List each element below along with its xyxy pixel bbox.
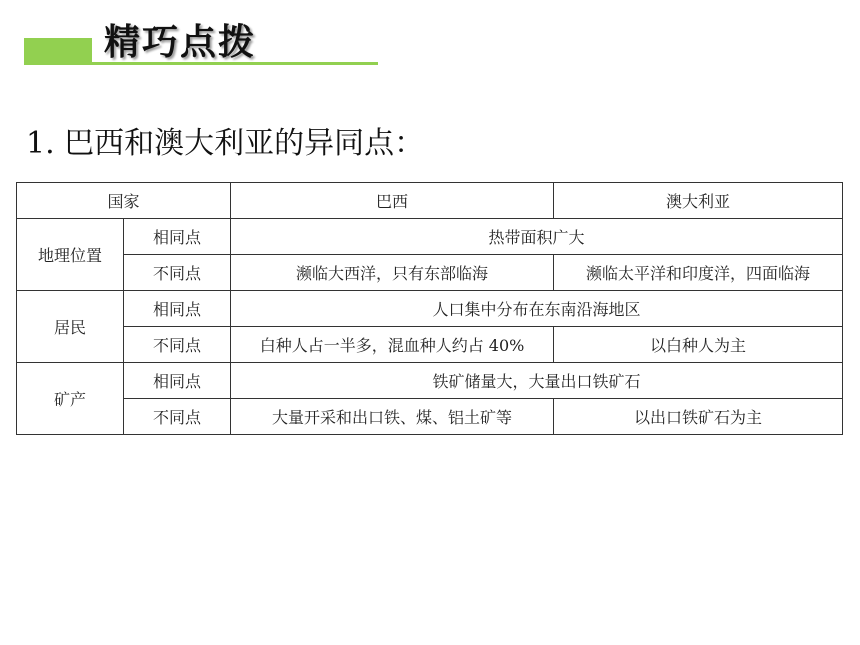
table-row <box>17 363 843 399</box>
same-value: 热带面积广大 <box>231 219 843 255</box>
title-accent-block <box>24 38 92 64</box>
row-category-location: 地理位置 <box>17 219 124 291</box>
table-header-row <box>17 183 843 219</box>
comparison-table <box>16 182 843 435</box>
diff-brazil: 大量开采和出口铁、煤、铝土矿等 <box>231 399 554 435</box>
same-label: 相同点 <box>124 219 231 255</box>
table-row <box>17 399 843 435</box>
same-label: 相同点 <box>124 363 231 399</box>
diff-australia: 濒临太平洋和印度洋，四面临海 <box>554 255 843 291</box>
diff-label: 不同点 <box>124 399 231 435</box>
diff-brazil: 濒临大西洋，只有东部临海 <box>231 255 554 291</box>
header-australia: 澳大利亚 <box>554 183 843 219</box>
table-row <box>17 327 843 363</box>
diff-australia: 以出口铁矿石为主 <box>554 399 843 435</box>
diff-label: 不同点 <box>124 255 231 291</box>
same-value: 铁矿储量大，大量出口铁矿石 <box>231 363 843 399</box>
diff-brazil: 白种人占一半多，混血种人约占 40% <box>231 327 554 363</box>
same-label: 相同点 <box>124 291 231 327</box>
diff-label: 不同点 <box>124 327 231 363</box>
header-brazil: 巴西 <box>231 183 554 219</box>
section-heading: 1. 巴西和澳大利亚的异同点： <box>26 126 425 161</box>
row-category-residents: 居民 <box>17 291 124 363</box>
same-value: 人口集中分布在东南沿海地区 <box>231 291 843 327</box>
page-title: 精巧点拨 <box>104 22 257 63</box>
diff-australia: 以白种人为主 <box>554 327 843 363</box>
header-country: 国家 <box>17 183 231 219</box>
table-row <box>17 291 843 327</box>
row-category-minerals: 矿产 <box>17 363 124 435</box>
table-row <box>17 219 843 255</box>
table-row <box>17 255 843 291</box>
